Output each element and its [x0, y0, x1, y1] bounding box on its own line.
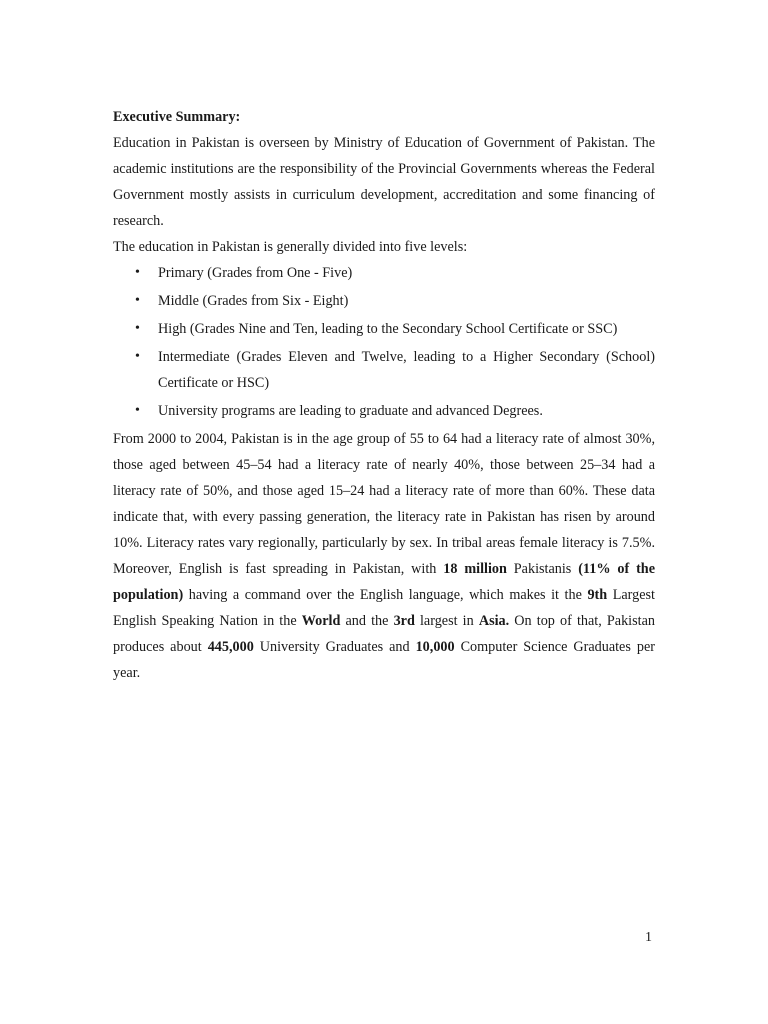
list-item — [113, 260, 655, 286]
text-run: Pakistanis — [506, 561, 579, 577]
list-item — [113, 398, 655, 424]
text-run: and the — [340, 613, 394, 629]
list-item — [113, 316, 655, 342]
literacy-paragraph — [113, 426, 655, 686]
page-content — [113, 104, 655, 686]
education-levels-list — [113, 260, 655, 424]
list-item-text: Intermediate (Grades Eleven and Twelve, leading to a Higher Secondary (School) Certificate or HSC) — [158, 349, 655, 391]
intro-paragraph: Education in Pakistan is overseen by Ministry of Education of Government of Pakistan. The academic institutions are the responsibility of the Provincial Governments whereas the Federal Government mostly assists in curriculum development, accreditation and some financing of research. — [113, 135, 655, 229]
bold-text-run: 9th — [587, 587, 608, 603]
bullet-icon: • — [135, 349, 140, 364]
list-item-text: High (Grades Nine and Ten, leading to the Secondary School Certificate or SSC) — [158, 321, 618, 337]
text-run: Largest English Speaking Nation in the — [113, 587, 655, 629]
list-item — [113, 288, 655, 314]
text-run: From 2000 to 2004, Pakistan is in the age group of 55 to 64 had a literacy rate of almost 30%, those aged between 45–54 had a literacy rate of nearly 40%, those between 25–34 had a literacy rate of 50%, and those aged 15–24 had a literacy rate of more than 60%. These data indicate that, with every passing generation, the literacy rate in Pakistan has risen by around 10%. Literacy rates vary regionally, particularly by sex. In tribal areas female literacy is 7.5%. Moreover, English is fast spreading in Pakistan, with — [113, 431, 655, 577]
bullet-icon: • — [135, 403, 140, 418]
bold-text-run: 445,000 — [207, 639, 254, 655]
bold-text-run: (11% of the population) — [113, 561, 655, 603]
list-item-text: University programs are leading to graduate and advanced Degrees. — [158, 403, 543, 419]
bullet-icon: • — [135, 265, 140, 280]
list-item-text: Primary (Grades from One - Five) — [158, 265, 353, 281]
text-run: Computer Science Graduates per year. — [113, 639, 655, 681]
text-run: University Graduates and — [253, 639, 416, 655]
list-item — [113, 344, 655, 396]
levels-intro: The education in Pakistan is generally divided into five levels: — [113, 239, 468, 255]
page-number: 1 — [645, 930, 652, 945]
text-run: having a command over the English language, which makes it the — [183, 587, 588, 603]
bold-text-run: Asia. — [478, 613, 510, 629]
text-run: On top of that, Pakistan produces about — [113, 613, 655, 655]
bullet-icon: • — [135, 321, 140, 336]
bold-text-run: 10,000 — [415, 639, 455, 655]
section-heading: Executive Summary: — [113, 109, 241, 125]
bold-text-run: World — [301, 613, 341, 629]
bold-text-run: 3rd — [393, 613, 415, 629]
bold-text-run: 18 million — [443, 561, 507, 577]
bullet-icon: • — [135, 293, 140, 308]
text-run: largest in — [414, 613, 479, 629]
list-item-text: Middle (Grades from Six - Eight) — [158, 293, 349, 309]
